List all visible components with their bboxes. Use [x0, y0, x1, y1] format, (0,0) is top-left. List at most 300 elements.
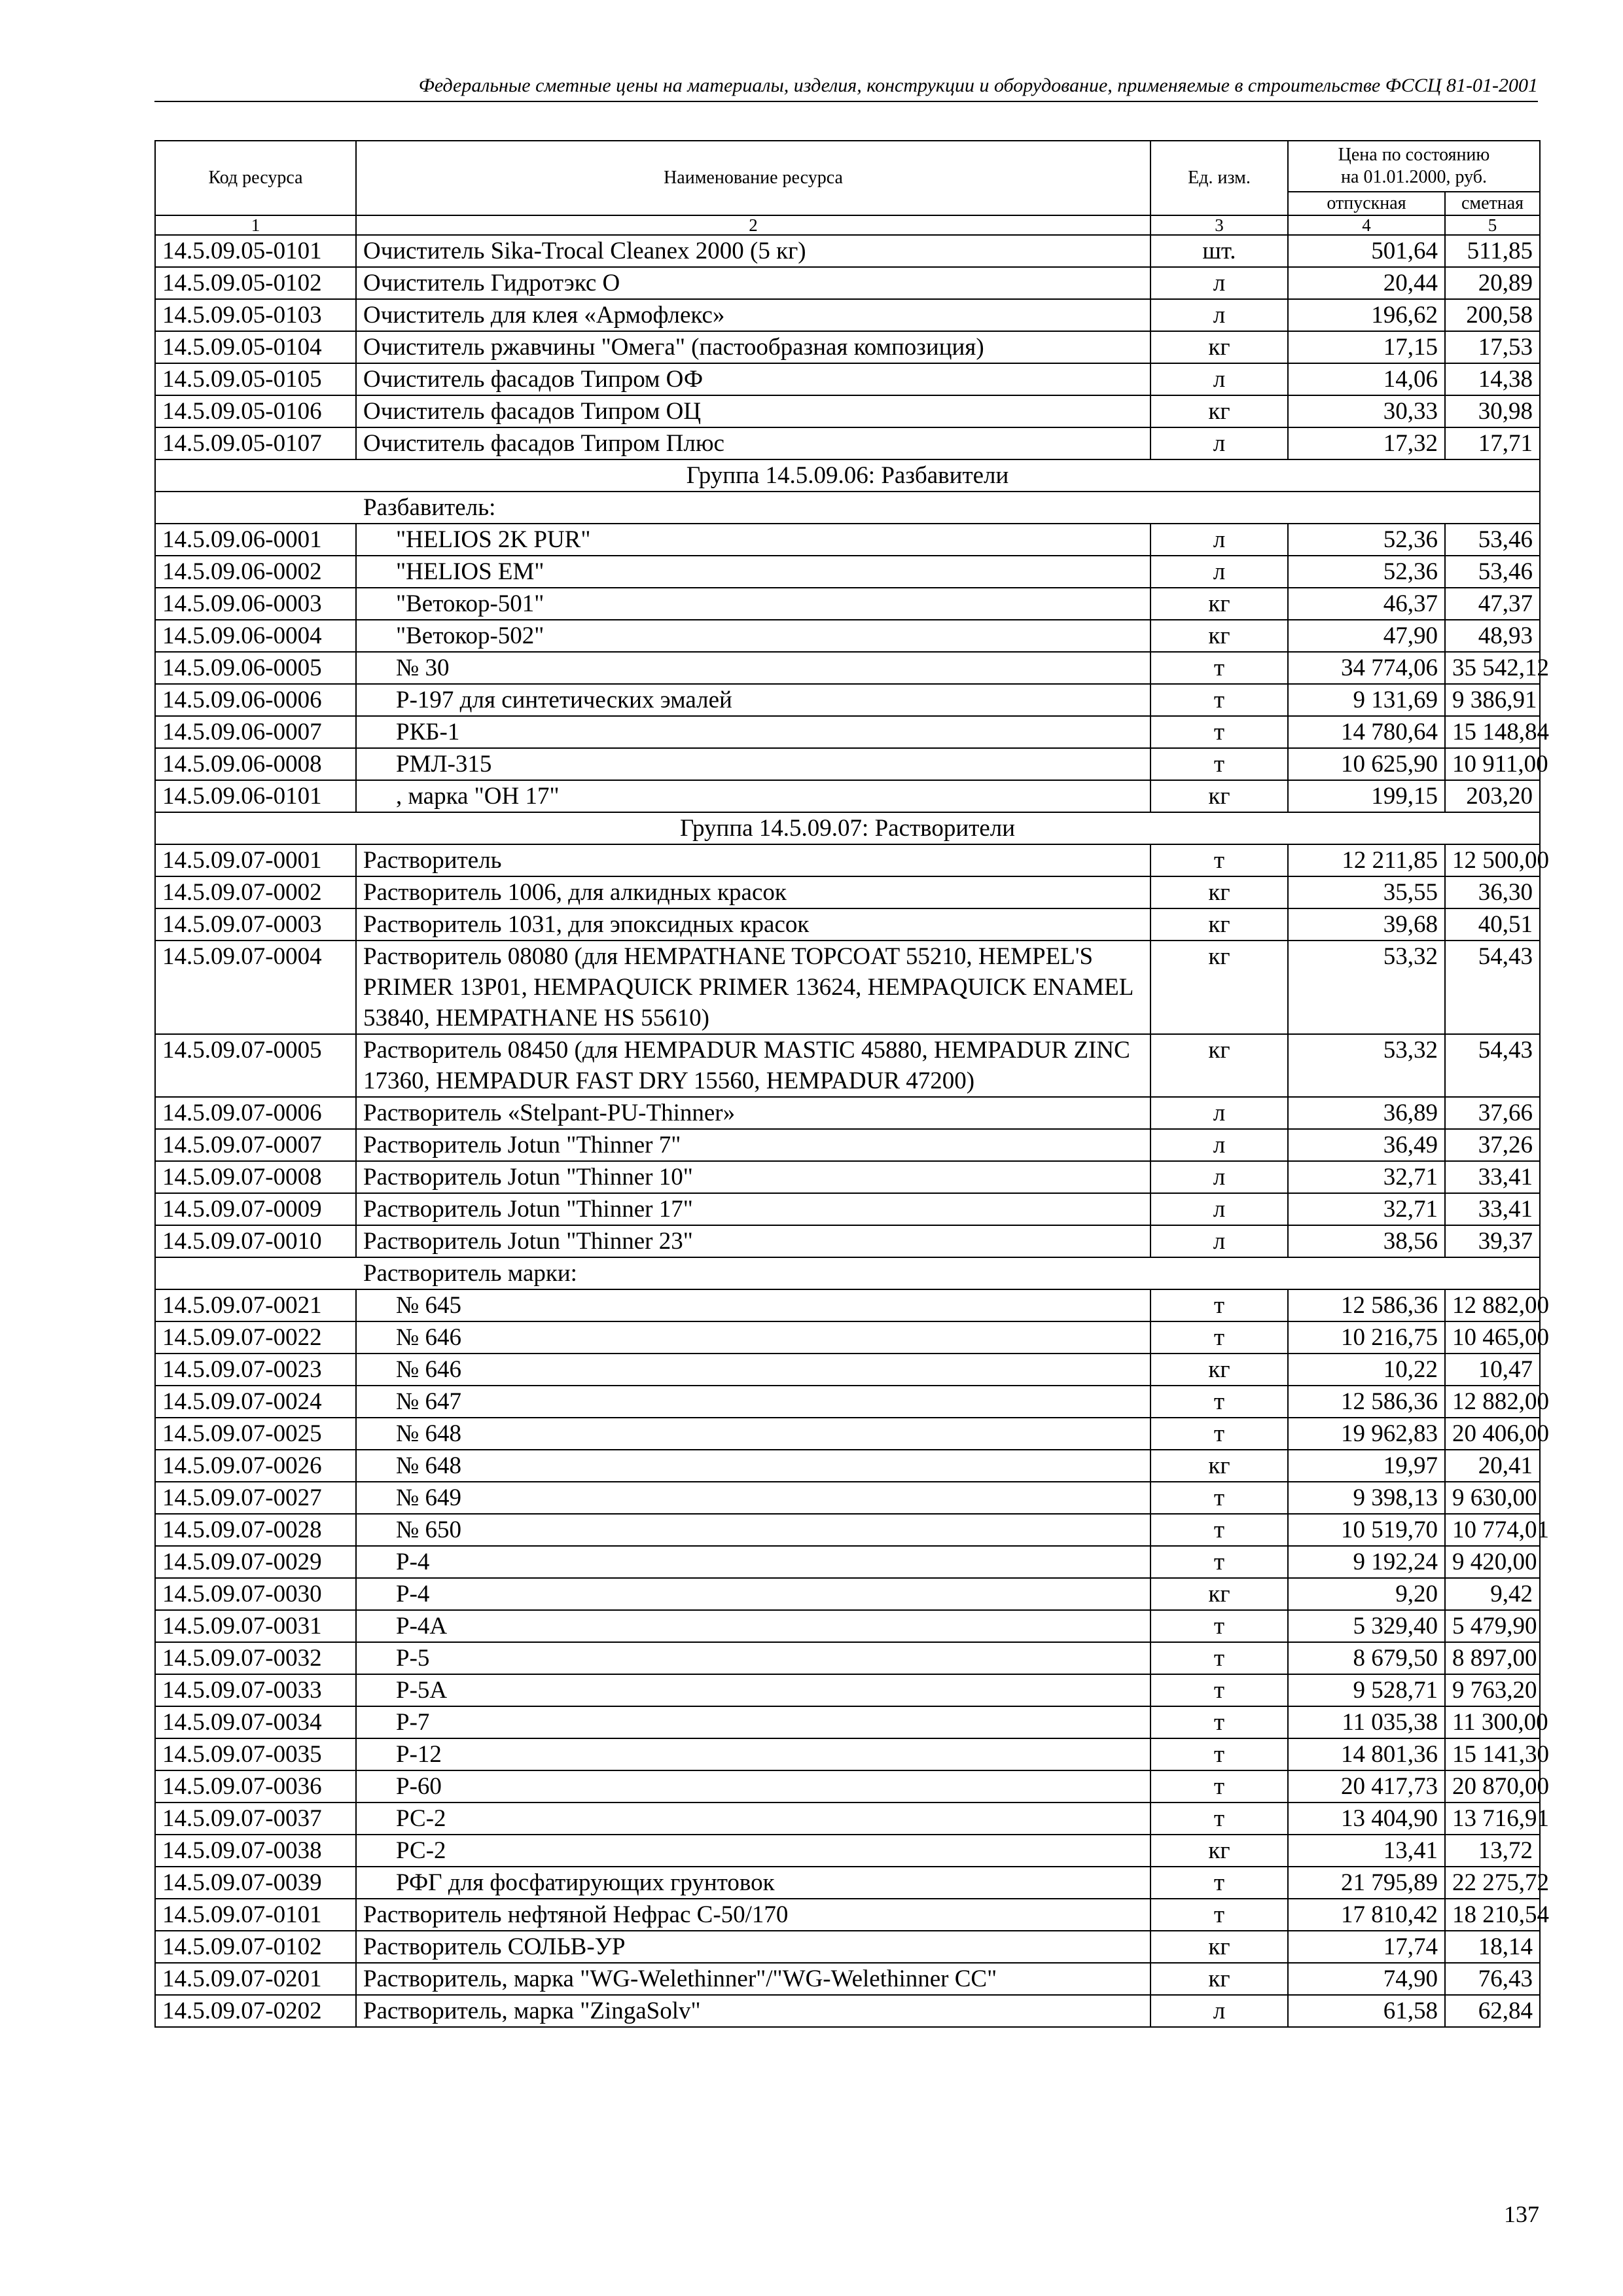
resource-name-cell — [356, 1386, 1150, 1418]
release-price: 14 801,36 — [1288, 1738, 1445, 1770]
table-row — [155, 716, 1540, 748]
table-row — [155, 748, 1540, 780]
release-price: 36,49 — [1288, 1129, 1445, 1161]
resource-name: Р-5 — [396, 1645, 430, 1672]
resource-name: № 645 — [396, 1292, 462, 1319]
table-row — [155, 1546, 1540, 1578]
unit-of-measure: л — [1150, 299, 1288, 331]
release-price: 20 417,73 — [1288, 1770, 1445, 1803]
group-title: Группа 14.5.09.07: Растворители — [155, 812, 1540, 844]
resource-name-cell — [356, 524, 1150, 556]
estimate-price: 9 420,00 — [1445, 1546, 1540, 1578]
group-row — [155, 812, 1540, 844]
table-row — [155, 876, 1540, 908]
estimate-price: 37,26 — [1445, 1129, 1540, 1161]
table-row — [155, 1899, 1540, 1931]
resource-name: Растворитель 08080 (для HEMPATHANE TOPCOAT 55210, HEMPEL'S PRIMER 13P01, HEMPAQUICK PRIMER 13624, HEMPAQUICK ENAMEL 53840, HEMPATHANE HS 55610) — [356, 941, 1150, 1034]
release-price: 199,15 — [1288, 780, 1445, 812]
resource-name-cell — [356, 556, 1150, 588]
estimate-price: 36,30 — [1445, 876, 1540, 908]
resource-name: Растворитель СОЛЬВ-УР — [356, 1931, 1150, 1963]
table-row — [155, 1738, 1540, 1770]
table-row — [155, 1386, 1540, 1418]
price-table — [154, 140, 1549, 2028]
unit-of-measure: кг — [1150, 395, 1288, 427]
table-row — [155, 1931, 1540, 1963]
resource-name-cell — [356, 1706, 1150, 1738]
release-price: 14,06 — [1288, 363, 1445, 395]
group-row — [155, 459, 1540, 492]
resource-name: Растворитель, марка "WG-Welethinner"/"WG-Welethinner CC" — [356, 1963, 1150, 1995]
resource-code: 14.5.09.07-0027 — [155, 1482, 356, 1514]
resource-name: Растворитель — [356, 844, 1150, 876]
unit-of-measure: л — [1150, 556, 1288, 588]
unit-of-measure: т — [1150, 1514, 1288, 1546]
release-price: 8 679,50 — [1288, 1642, 1445, 1674]
estimate-price: 40,51 — [1445, 908, 1540, 941]
unit-of-measure: т — [1150, 716, 1288, 748]
resource-name: Р-7 — [396, 1709, 430, 1736]
estimate-price: 14,38 — [1445, 363, 1540, 395]
estimate-price: 12 500,00 — [1445, 844, 1540, 876]
unit-of-measure: т — [1150, 1803, 1288, 1835]
estimate-price: 10,47 — [1445, 1354, 1540, 1386]
estimate-price: 35 542,12 — [1445, 652, 1540, 684]
resource-name: Растворитель 1006, для алкидных красок — [356, 876, 1150, 908]
resource-code: 14.5.09.07-0028 — [155, 1514, 356, 1546]
resource-name: № 649 — [396, 1484, 462, 1511]
resource-code: 14.5.09.07-0039 — [155, 1867, 356, 1899]
unit-of-measure: т — [1150, 1770, 1288, 1803]
resource-name-cell — [356, 1642, 1150, 1674]
resource-code: 14.5.09.07-0102 — [155, 1931, 356, 1963]
resource-code: 14.5.09.06-0007 — [155, 716, 356, 748]
resource-code: 14.5.09.07-0023 — [155, 1354, 356, 1386]
estimate-price: 18 210,54 — [1445, 1899, 1540, 1931]
resource-name: Растворитель, марка "ZingaSolv" — [356, 1995, 1150, 2027]
release-price: 13,41 — [1288, 1835, 1445, 1867]
table-row — [155, 1482, 1540, 1514]
resource-name: № 30 — [396, 655, 450, 681]
estimate-price: 9 630,00 — [1445, 1482, 1540, 1514]
resource-code: 14.5.09.07-0031 — [155, 1610, 356, 1642]
resource-name: Р-4А — [396, 1613, 448, 1640]
unit-of-measure: кг — [1150, 331, 1288, 363]
unit-of-measure: т — [1150, 1610, 1288, 1642]
resource-code: 14.5.09.07-0007 — [155, 1129, 356, 1161]
unit-of-measure: кг — [1150, 1835, 1288, 1867]
table-row — [155, 1610, 1540, 1642]
release-price: 196,62 — [1288, 299, 1445, 331]
resource-name-cell — [356, 1578, 1150, 1610]
col-number: 1 — [155, 215, 356, 235]
resource-name: Р-4 — [396, 1549, 430, 1575]
resource-name: "HELIOS EM" — [396, 558, 544, 585]
estimate-price: 62,84 — [1445, 1995, 1540, 2027]
release-price: 17,15 — [1288, 331, 1445, 363]
table-row — [155, 1321, 1540, 1354]
release-price: 46,37 — [1288, 588, 1445, 620]
estimate-price: 54,43 — [1445, 1034, 1540, 1097]
resource-name-cell — [356, 1482, 1150, 1514]
table-row — [155, 1835, 1540, 1867]
estimate-price: 37,66 — [1445, 1097, 1540, 1129]
resource-code: 14.5.09.06-0003 — [155, 588, 356, 620]
unit-of-measure: кг — [1150, 620, 1288, 652]
resource-name: Растворитель нефтяной Нефрас С-50/170 — [356, 1899, 1150, 1931]
unit-of-measure: кг — [1150, 908, 1288, 941]
table-row — [155, 1129, 1540, 1161]
resource-name: Очиститель фасадов Типром Плюс — [356, 427, 1150, 459]
table-row — [155, 1225, 1540, 1257]
estimate-price: 9,42 — [1445, 1578, 1540, 1610]
unit-of-measure: л — [1150, 427, 1288, 459]
running-header: Федеральные сметные цены на материалы, изделия, конструкции и оборудование, применяемые в строительстве ФССЦ 81-01-2001 — [418, 75, 1538, 96]
release-price: 52,36 — [1288, 556, 1445, 588]
estimate-price: 22 275,72 — [1445, 1867, 1540, 1899]
table-row — [155, 1514, 1540, 1546]
table-row — [155, 395, 1540, 427]
estimate-price: 18,14 — [1445, 1931, 1540, 1963]
table-row — [155, 427, 1540, 459]
table-row — [155, 652, 1540, 684]
release-price: 501,64 — [1288, 235, 1445, 267]
resource-name: "HELIOS 2K PUR" — [396, 526, 591, 553]
estimate-price: 53,46 — [1445, 524, 1540, 556]
resource-code: 14.5.09.07-0008 — [155, 1161, 356, 1193]
resource-code: 14.5.09.06-0004 — [155, 620, 356, 652]
resource-code: 14.5.09.07-0034 — [155, 1706, 356, 1738]
estimate-price: 11 300,00 — [1445, 1706, 1540, 1738]
table-row — [155, 1963, 1540, 1995]
col-number: 2 — [356, 215, 1150, 235]
col-code-header: Код ресурса — [155, 141, 356, 215]
resource-name: Р-60 — [396, 1773, 442, 1800]
estimate-price: 10 774,01 — [1445, 1514, 1540, 1546]
table-row — [155, 1674, 1540, 1706]
table-row — [155, 620, 1540, 652]
resource-code: 14.5.09.07-0101 — [155, 1899, 356, 1931]
resource-code: 14.5.09.07-0025 — [155, 1418, 356, 1450]
release-price: 10 216,75 — [1288, 1321, 1445, 1354]
col-number: 5 — [1445, 215, 1540, 235]
release-price: 53,32 — [1288, 941, 1445, 1034]
table-row — [155, 1450, 1540, 1482]
col-number: 4 — [1288, 215, 1445, 235]
estimate-price: 17,53 — [1445, 331, 1540, 363]
resource-name-cell — [356, 1289, 1150, 1321]
release-price: 10 519,70 — [1288, 1514, 1445, 1546]
release-price: 35,55 — [1288, 876, 1445, 908]
unit-of-measure: т — [1150, 1289, 1288, 1321]
unit-of-measure: т — [1150, 844, 1288, 876]
resource-name: № 647 — [396, 1388, 462, 1415]
resource-name: Очиститель для клея «Армофлекс» — [356, 299, 1150, 331]
table-row — [155, 524, 1540, 556]
resource-code: 14.5.09.07-0010 — [155, 1225, 356, 1257]
resource-name-cell — [356, 1610, 1150, 1642]
resource-name: Р-5А — [396, 1677, 448, 1704]
resource-code: 14.5.09.05-0101 — [155, 235, 356, 267]
unit-of-measure: л — [1150, 1097, 1288, 1129]
estimate-price: 30,98 — [1445, 395, 1540, 427]
resource-name: Растворитель Jotun "Thinner 10" — [356, 1161, 1150, 1193]
release-price: 12 586,36 — [1288, 1386, 1445, 1418]
group-title: Группа 14.5.09.06: Разбавители — [155, 459, 1540, 492]
table-row — [155, 556, 1540, 588]
table-row — [155, 844, 1540, 876]
unit-of-measure: л — [1150, 1225, 1288, 1257]
resource-code: 14.5.09.06-0002 — [155, 556, 356, 588]
resource-code: 14.5.09.07-0029 — [155, 1546, 356, 1578]
release-price: 10,22 — [1288, 1354, 1445, 1386]
resource-name: Очиститель фасадов Типром ОФ — [356, 363, 1150, 395]
col-number: 3 — [1150, 215, 1288, 235]
unit-of-measure: кг — [1150, 780, 1288, 812]
resource-code: 14.5.09.07-0201 — [155, 1963, 356, 1995]
release-price: 34 774,06 — [1288, 652, 1445, 684]
resource-name-cell — [356, 1321, 1150, 1354]
release-price: 9,20 — [1288, 1578, 1445, 1610]
resource-name: Растворитель 08450 (для HEMPADUR MASTIC 45880, HEMPADUR ZINC 17360, HEMPADUR FAST DRY 15560, HEMPADUR 47200) — [356, 1034, 1150, 1097]
table-row — [155, 1354, 1540, 1386]
estimate-price: 39,37 — [1445, 1225, 1540, 1257]
resource-name: Очиститель фасадов Типром ОЦ — [356, 395, 1150, 427]
estimate-price: 33,41 — [1445, 1161, 1540, 1193]
release-price: 9 528,71 — [1288, 1674, 1445, 1706]
resource-code: 14.5.09.05-0102 — [155, 267, 356, 299]
estimate-price: 20 870,00 — [1445, 1770, 1540, 1803]
table-row — [155, 363, 1540, 395]
unit-of-measure: т — [1150, 1482, 1288, 1514]
table-row — [155, 1161, 1540, 1193]
resource-name: Очиститель Sika-Trocal Cleanex 2000 (5 кг) — [356, 235, 1150, 267]
resource-name-cell — [356, 1546, 1150, 1578]
resource-code: 14.5.09.06-0008 — [155, 748, 356, 780]
resource-code: 14.5.09.07-0009 — [155, 1193, 356, 1225]
release-price: 5 329,40 — [1288, 1610, 1445, 1642]
resource-code: 14.5.09.05-0104 — [155, 331, 356, 363]
resource-code: 14.5.09.07-0005 — [155, 1034, 356, 1097]
resource-name: № 648 — [396, 1420, 462, 1447]
table-row — [155, 780, 1540, 812]
release-price: 9 398,13 — [1288, 1482, 1445, 1514]
unit-of-measure: т — [1150, 1418, 1288, 1450]
release-price: 30,33 — [1288, 395, 1445, 427]
resource-code: 14.5.09.05-0105 — [155, 363, 356, 395]
release-price: 9 192,24 — [1288, 1546, 1445, 1578]
estimate-price: 13,72 — [1445, 1835, 1540, 1867]
unit-of-measure: л — [1150, 1995, 1288, 2027]
resource-code: 14.5.09.07-0033 — [155, 1674, 356, 1706]
table-row — [155, 299, 1540, 331]
resource-name: Растворитель Jotun "Thinner 7" — [356, 1129, 1150, 1161]
estimate-price: 9 386,91 — [1445, 684, 1540, 716]
table-row — [155, 1578, 1540, 1610]
table-row — [155, 1289, 1540, 1321]
estimate-price: 200,58 — [1445, 299, 1540, 331]
resource-code: 14.5.09.05-0107 — [155, 427, 356, 459]
resource-name-cell — [356, 684, 1150, 716]
release-price: 17,32 — [1288, 427, 1445, 459]
estimate-price: 76,43 — [1445, 1963, 1540, 1995]
release-price: 12 586,36 — [1288, 1289, 1445, 1321]
estimate-price: 15 148,84 — [1445, 716, 1540, 748]
resource-name: РМЛ-315 — [396, 751, 492, 778]
resource-code: 14.5.09.06-0006 — [155, 684, 356, 716]
resource-code: 14.5.09.07-0002 — [155, 876, 356, 908]
resource-name: РКБ-1 — [396, 719, 460, 745]
unit-of-measure: л — [1150, 363, 1288, 395]
resource-code: 14.5.09.07-0001 — [155, 844, 356, 876]
estimate-price: 12 882,00 — [1445, 1386, 1540, 1418]
resource-name: "Ветокор-502" — [396, 622, 544, 649]
col-release-header: отпускная — [1288, 192, 1445, 215]
table-row — [155, 1642, 1540, 1674]
table-body — [155, 235, 1549, 2027]
table-row — [155, 1995, 1540, 2027]
col-unit-header: Ед. изм. — [1150, 141, 1288, 215]
table-row — [155, 941, 1540, 1034]
unit-of-measure: л — [1150, 524, 1288, 556]
unit-of-measure: т — [1150, 1706, 1288, 1738]
resource-name: № 648 — [396, 1452, 462, 1479]
unit-of-measure: т — [1150, 1386, 1288, 1418]
table-row — [155, 1706, 1540, 1738]
resource-code: 14.5.09.05-0103 — [155, 299, 356, 331]
resource-name-cell — [356, 780, 1150, 812]
subheading-label: Растворитель марки: — [155, 1257, 1540, 1289]
resource-name: Очиститель ржавчины "Омега" (пастообразная композиция) — [356, 331, 1150, 363]
header-rule — [154, 101, 1538, 102]
resource-name: Р-4 — [396, 1581, 430, 1607]
resource-name-cell — [356, 1835, 1150, 1867]
resource-name-cell — [356, 620, 1150, 652]
resource-name-cell — [356, 588, 1150, 620]
release-price: 36,89 — [1288, 1097, 1445, 1129]
estimate-price: 13 716,91 — [1445, 1803, 1540, 1835]
unit-of-measure: т — [1150, 1546, 1288, 1578]
estimate-price: 203,20 — [1445, 780, 1540, 812]
release-price: 14 780,64 — [1288, 716, 1445, 748]
resource-name: Растворитель Jotun "Thinner 17" — [356, 1193, 1150, 1225]
resource-name: Р-197 для синтетических эмалей — [396, 687, 732, 713]
resource-code: 14.5.09.05-0106 — [155, 395, 356, 427]
estimate-price: 15 141,30 — [1445, 1738, 1540, 1770]
unit-of-measure: т — [1150, 684, 1288, 716]
resource-code: 14.5.09.06-0101 — [155, 780, 356, 812]
resource-code: 14.5.09.07-0036 — [155, 1770, 356, 1803]
release-price: 12 211,85 — [1288, 844, 1445, 876]
unit-of-measure: кг — [1150, 1963, 1288, 1995]
release-price: 20,44 — [1288, 267, 1445, 299]
resource-code: 14.5.09.07-0003 — [155, 908, 356, 941]
subheading-row — [155, 492, 1540, 524]
estimate-price: 5 479,90 — [1445, 1610, 1540, 1642]
estimate-price: 9 763,20 — [1445, 1674, 1540, 1706]
estimate-price: 8 897,00 — [1445, 1642, 1540, 1674]
estimate-price: 33,41 — [1445, 1193, 1540, 1225]
release-price: 21 795,89 — [1288, 1867, 1445, 1899]
unit-of-measure: т — [1150, 652, 1288, 684]
estimate-price: 10 465,00 — [1445, 1321, 1540, 1354]
resource-name: Р-12 — [396, 1741, 442, 1768]
resource-code: 14.5.09.07-0037 — [155, 1803, 356, 1835]
estimate-price: 20,41 — [1445, 1450, 1540, 1482]
unit-of-measure: т — [1150, 1642, 1288, 1674]
resource-code: 14.5.09.07-0202 — [155, 1995, 356, 2027]
release-price: 19 962,83 — [1288, 1418, 1445, 1450]
resource-name-cell — [356, 1418, 1150, 1450]
resource-code: 14.5.09.07-0024 — [155, 1386, 356, 1418]
unit-of-measure: кг — [1150, 588, 1288, 620]
unit-of-measure: т — [1150, 1899, 1288, 1931]
estimate-price: 47,37 — [1445, 588, 1540, 620]
unit-of-measure: кг — [1150, 1354, 1288, 1386]
release-price: 13 404,90 — [1288, 1803, 1445, 1835]
table-row — [155, 1867, 1540, 1899]
release-price: 47,90 — [1288, 620, 1445, 652]
resource-code: 14.5.09.06-0005 — [155, 652, 356, 684]
resource-code: 14.5.09.07-0035 — [155, 1738, 356, 1770]
table-header-row — [155, 141, 1540, 192]
resource-name: РС-2 — [396, 1837, 446, 1864]
table-row — [155, 267, 1540, 299]
unit-of-measure: шт. — [1150, 235, 1288, 267]
unit-of-measure: кг — [1150, 1931, 1288, 1963]
resource-name-cell — [356, 1738, 1150, 1770]
resource-code: 14.5.09.07-0032 — [155, 1642, 356, 1674]
table-row — [155, 1034, 1540, 1097]
release-price: 11 035,38 — [1288, 1706, 1445, 1738]
table-row — [155, 1803, 1540, 1835]
resource-name: № 646 — [396, 1356, 462, 1383]
resource-code: 14.5.09.06-0001 — [155, 524, 356, 556]
unit-of-measure: кг — [1150, 1450, 1288, 1482]
resource-name-cell — [356, 1674, 1150, 1706]
estimate-price: 20,89 — [1445, 267, 1540, 299]
table-row — [155, 1193, 1540, 1225]
resource-name-cell — [356, 748, 1150, 780]
release-price: 39,68 — [1288, 908, 1445, 941]
subheading-row — [155, 1257, 1540, 1289]
table-row — [155, 235, 1540, 267]
resource-code: 14.5.09.07-0026 — [155, 1450, 356, 1482]
resource-name-cell — [356, 1514, 1150, 1546]
table-row — [155, 1418, 1540, 1450]
table-row — [155, 908, 1540, 941]
resource-name: Очиститель Гидротэкс О — [356, 267, 1150, 299]
resource-code: 14.5.09.07-0030 — [155, 1578, 356, 1610]
unit-of-measure: т — [1150, 1867, 1288, 1899]
col-price-header: Цена по состоянию на 01.01.2000, руб. — [1288, 141, 1540, 192]
unit-of-measure: т — [1150, 1738, 1288, 1770]
release-price: 32,71 — [1288, 1193, 1445, 1225]
resource-name: Растворитель «Stelpant-PU-Thinner» — [356, 1097, 1150, 1129]
resource-name-cell — [356, 716, 1150, 748]
resource-name: № 650 — [396, 1516, 462, 1543]
unit-of-measure: кг — [1150, 941, 1288, 1034]
estimate-price: 12 882,00 — [1445, 1289, 1540, 1321]
resource-name-cell — [356, 1803, 1150, 1835]
estimate-price: 10 911,00 — [1445, 748, 1540, 780]
release-price: 10 625,90 — [1288, 748, 1445, 780]
unit-of-measure: л — [1150, 1129, 1288, 1161]
release-price: 52,36 — [1288, 524, 1445, 556]
unit-of-measure: л — [1150, 1193, 1288, 1225]
estimate-price: 54,43 — [1445, 941, 1540, 1034]
subheading-label: Разбавитель: — [155, 492, 1540, 524]
